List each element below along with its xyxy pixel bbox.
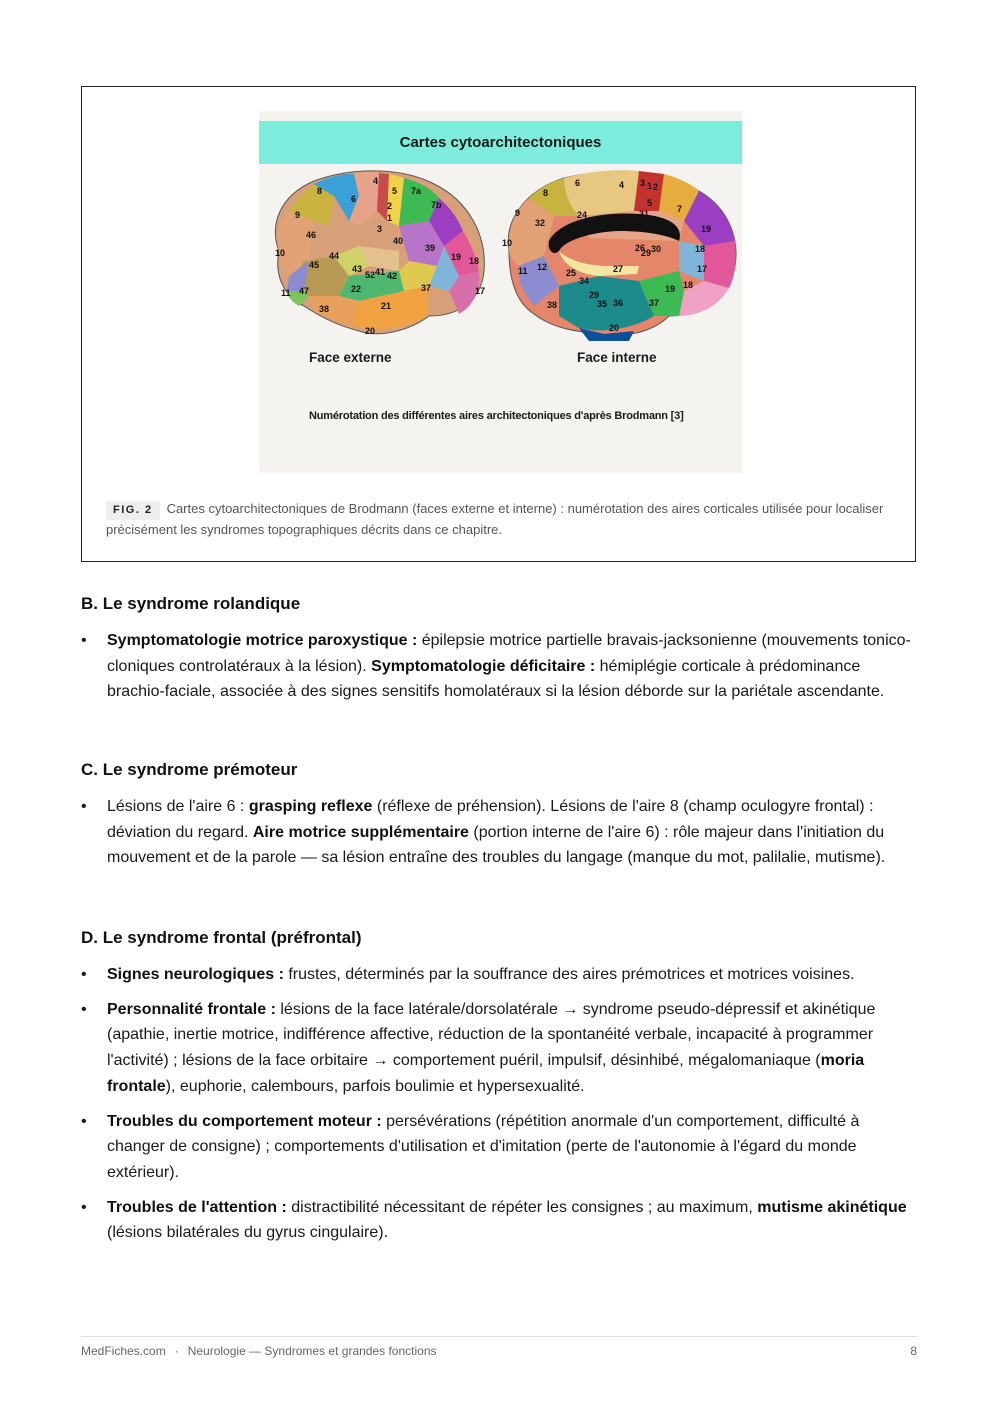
area-label: 42 [387,271,398,281]
area-label: 3 [640,178,646,188]
area-label: 37 [421,283,432,293]
area-label: 26 [635,243,646,253]
area-label: 9 [515,208,521,218]
section-title-frontal: D. Le syndrome frontal (préfrontal) [81,928,362,947]
area-label: 2 [653,182,659,192]
area-label: 20 [365,326,376,336]
section-d-list [81,962,911,1255]
area-label: 19 [701,224,712,234]
area-label: 10 [502,238,513,248]
area-label: 25 [566,268,577,278]
figure-tag: FIG. 2 [106,501,160,520]
area-label: 19 [665,284,676,294]
area-label: 10 [275,248,286,258]
area-label: 22 [351,284,362,294]
item-term: Symptomatologie motrice paroxystique : [107,632,418,649]
item-text: distractibilité nécessitant de répéter les consignes ; au maximum, [286,1198,758,1216]
area-label: 30 [651,244,662,254]
item-text: frustes, déterminés par la souffrance des aires prémotrices et motrices voisines. [283,966,855,983]
area-label: 40 [393,236,404,246]
area-label: 45 [309,260,320,270]
area-label: 36 [613,298,624,308]
footer-left [81,1344,437,1358]
face-externe-label: Face externe [309,350,392,365]
area-label: 29 [589,290,600,300]
area-label: 8 [543,188,549,198]
area-label: 23 [629,220,640,230]
area-label: 18 [695,244,706,254]
area-label: 2 [387,201,393,211]
area-label: 46 [306,230,317,240]
figure-note: Numérotation des différentes aires architectoniques d'après Brodmann [3] [309,410,684,422]
area-label: 17 [475,286,486,296]
item-term: Signes neurologiques : [107,966,284,983]
area-label: 11 [518,266,528,276]
section-c-list [81,794,911,880]
item-term: Symptomatologie déficitaire : [371,657,596,675]
area-label: 12 [537,262,548,272]
footer-site: MedFiches.com [81,1344,166,1358]
area-label: 4 [619,180,625,190]
area-label: 9 [295,210,301,220]
figure-caption [106,499,896,540]
item-text: persévérations (répétition anormale d'un comportement, difficulté à changer de consigne) ; comportements d'utilisation et d'imitation (perte de l'autonomie à l'égard du monde extérieur). [107,1112,860,1181]
item-text: ), euphorie, calembours, parfois boulimie et hypersexualité. [165,1077,585,1095]
area-label: 1 [647,181,653,191]
footer-separator: · [174,1344,179,1358]
item-term: Troubles de l'attention : [107,1198,287,1216]
item-term: Troubles du comportement moteur : [107,1112,382,1130]
area-label: 31 [639,209,650,219]
area-label: 38 [319,304,330,314]
area-label: 32 [535,218,546,228]
area-label: 41 [375,267,386,277]
area-label: 20 [609,323,620,333]
area-label: 18 [683,280,694,290]
area-label: 17 [697,264,708,274]
section-b-list [81,628,911,714]
area-label: 6 [351,194,357,204]
page-number: 8 [910,1344,917,1358]
area-label: 52 [365,270,376,280]
footer-chapter: Neurologie — Syndromes et grandes fonctions [187,1344,437,1358]
area-label: 1 [387,213,393,223]
area-label: 37 [649,298,660,308]
footer-divider [81,1336,917,1337]
area-label: 4 [373,176,379,186]
area-label: 27 [613,264,624,274]
list-item [81,997,911,1100]
area-label: 5 [647,198,653,208]
area-label: 24 [577,210,588,220]
item-text: (réflexe de préhension). Lésions de l'aire 8 (champ oculogyre frontal) : déviation du regard. [107,798,874,841]
area-label: 35 [597,299,608,309]
area-label: 44 [329,251,340,261]
item-term: grasping reflexe [248,798,373,815]
list-item [81,962,911,988]
page-footer [81,1344,917,1358]
area-label: 3 [377,224,383,234]
list-item [81,1195,911,1246]
item-term: Personnalité frontale : [107,1000,276,1018]
item-term: Aire motrice supplémentaire [252,823,469,841]
brodmann-figure-image [259,111,742,473]
area-label: 7b [431,200,442,210]
section-title-rolandique: B. Le syndrome rolandique [81,594,301,613]
area-label: 29 [641,248,652,258]
area-label: 38 [547,300,558,310]
list-item [81,628,911,705]
area-label: 21 [381,301,392,311]
area-label: 18 [469,256,480,266]
area-label: 39 [425,243,436,253]
area-label: 43 [352,264,363,274]
item-text: hémiplégie corticale à prédominance brachio-faciale, associée à des signes sensitifs homolatéraux si la lésion déborde sur la pariétale ascendante. [107,657,885,701]
list-item [81,1109,911,1186]
item-text: Lésions de l'aire 6 : [107,798,249,815]
area-label: 7 [677,204,683,214]
area-label: 5 [392,186,398,196]
list-item [81,794,911,871]
brodmann-maps-illustration [259,166,742,341]
item-text: (portion interne de l'aire 6) : rôle majeur dans l'initiation du mouvement et de la parole — sa lésion entraîne des troubles du langage (manque du mot, palilalie, mutisme). [107,823,886,867]
area-label: 7a [411,186,422,196]
item-text: (lésions bilatérales du gyrus cingulaire). [107,1224,389,1242]
figure-header: Cartes cytoarchitectoniques [259,121,742,164]
area-label: 34 [579,276,590,286]
area-label: 8 [317,186,323,196]
item-term: mutisme akinétique [757,1198,907,1216]
item-text: épilepsie motrice partielle bravais-jacksonienne (mouvements tonico-cloniques controlatéraux à la lésion). [107,632,911,675]
section-title-premoteur: C. Le syndrome prémoteur [81,760,298,779]
figure-box [81,86,916,562]
figure-caption-text: Cartes cytoarchitectoniques de Brodmann (faces externe et interne) : numérotation des aires corticales utilisée pour localiser précisément les syndromes topographiques décrits dans ce chapitre. [106,501,884,537]
area-label: 19 [451,252,462,262]
area-label: 6 [575,178,581,188]
item-text: lésions de la face latérale/dorsolatérale → syndrome pseudo-dépressif et akinétique (apathie, inertie motrice, indifférence affective, réduction de la spontanéité verbale, incapacité à programmer l'activité) ; lésions de la face orbitaire → comportement puéril, impulsif, désinhibé, mégalomaniaque ( [107,1000,876,1070]
area-label: 11 [281,288,291,298]
face-interne-label: Face interne [577,350,657,365]
area-label: 47 [299,286,310,296]
item-term: moria frontale [107,1052,865,1095]
